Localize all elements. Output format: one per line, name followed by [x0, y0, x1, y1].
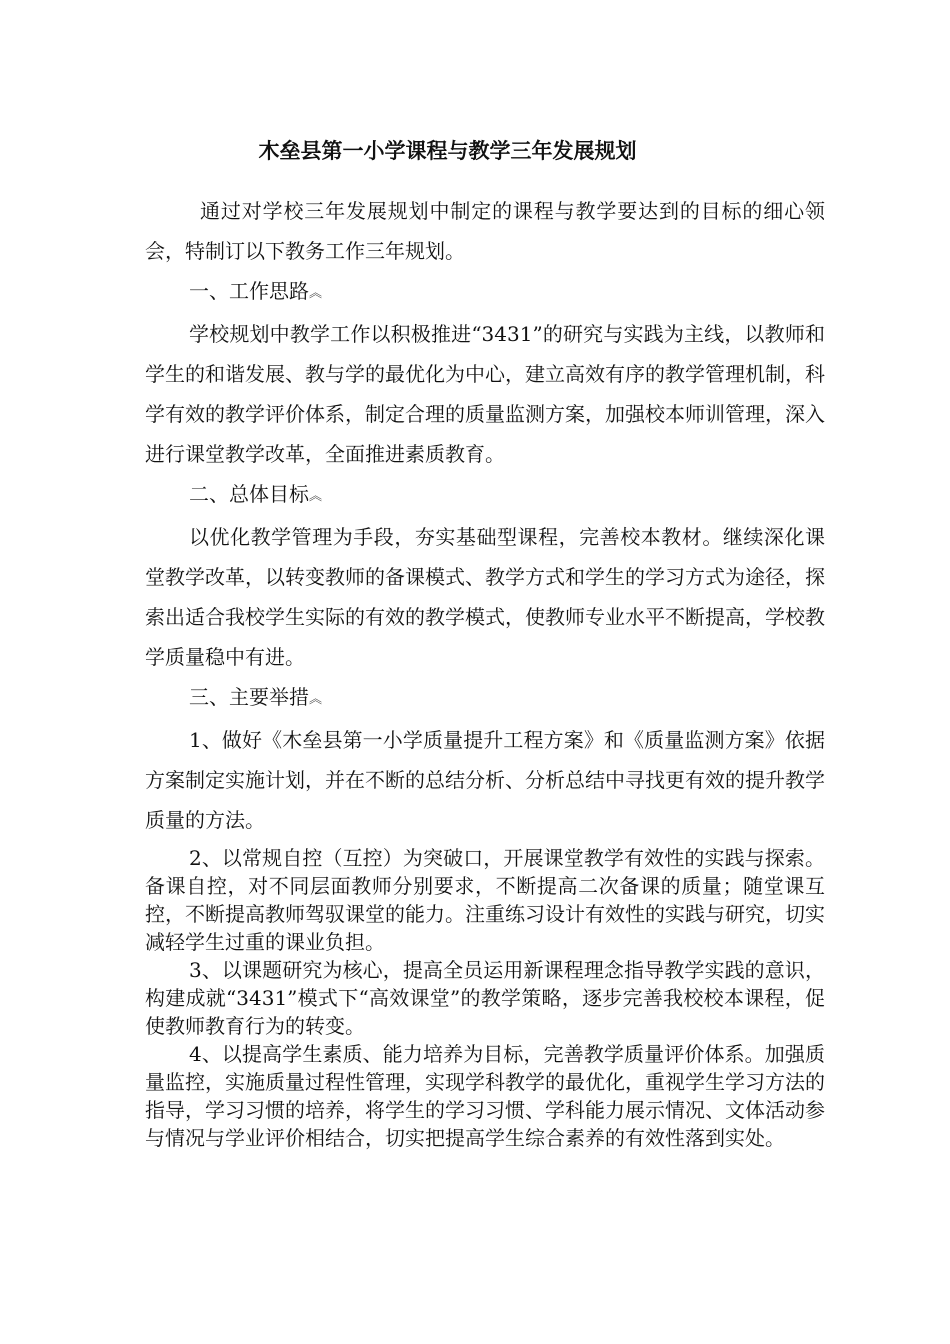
heading-mark: ︽	[309, 692, 323, 707]
intro-paragraph: 通过对学校三年发展规划中制定的课程与教学要达到的目标的细心领会，特制订以下教务工作三年规划。	[145, 199, 825, 263]
section-paragraph-1: 学校规划中教学工作以积极推进“3431”的研究与实践为主线，以教师和学生的和谐发展、教与学的最优化为中心，建立高效有序的教学管理机制，科学有效的教学评价体系，制定合理的质量监测方案，加强校本师训管理，深入进行课堂教学改革，全面推进素质教育。	[145, 322, 825, 466]
document-body	[145, 191, 825, 1152]
section-heading-1: 一、工作思路︽	[189, 279, 323, 303]
measure-item-3: 3、以课题研究为核心，提高全员运用新课程理念指导教学实践的意识，构建成就“3431”模式下“高效课堂”的教学策略，逐步完善我校校本课程，促使教师教育行为的转变。	[145, 958, 825, 1038]
section-paragraph-2: 以优化教学管理为手段，夯实基础型课程，完善校本教材。继续深化课堂教学改革，以转变教师的备课模式、教学方式和学生的学习方式为途径，探索出适合我校学生实际的有效的教学模式，使教师专业水平不断提高，学校教学质量稳中有进。	[145, 525, 825, 669]
heading-mark: ︽	[309, 286, 323, 301]
section-heading-2: 二、总体目标︽	[189, 482, 323, 506]
measure-item-1: 1、做好《木垒县第一小学质量提升工程方案》和《质量监测方案》依据方案制定实施计划，并在不断的总结分析、分析总结中寻找更有效的提升教学质量的方法。	[145, 728, 825, 832]
measure-item-2: 2、以常规自控（互控）为突破口，开展课堂教学有效性的实践与探索。备课自控，对不同层面教师分别要求，不断提高二次备课的质量；随堂课互控，不断提高教师驾驭课堂的能力。注重练习设计有效性的实践与研究，切实减轻学生过重的课业负担。	[145, 846, 825, 954]
document-title: 木垒县第一小学课程与教学三年发展规划	[258, 139, 637, 163]
heading-mark: ︽	[309, 489, 323, 504]
section-heading-3: 三、主要举措︽	[189, 685, 323, 709]
measure-item-4: 4、以提高学生素质、能力培养为目标，完善教学质量评价体系。加强质量监控，实施质量过程性管理，实现学科教学的最优化，重视学生学习方法的指导，学习习惯的培养，将学生的学习习惯、学科能力展示情况、文体活动参与情况与学业评价相结合，切实把提高学生综合素养的有效性落到实处。	[145, 1042, 825, 1150]
